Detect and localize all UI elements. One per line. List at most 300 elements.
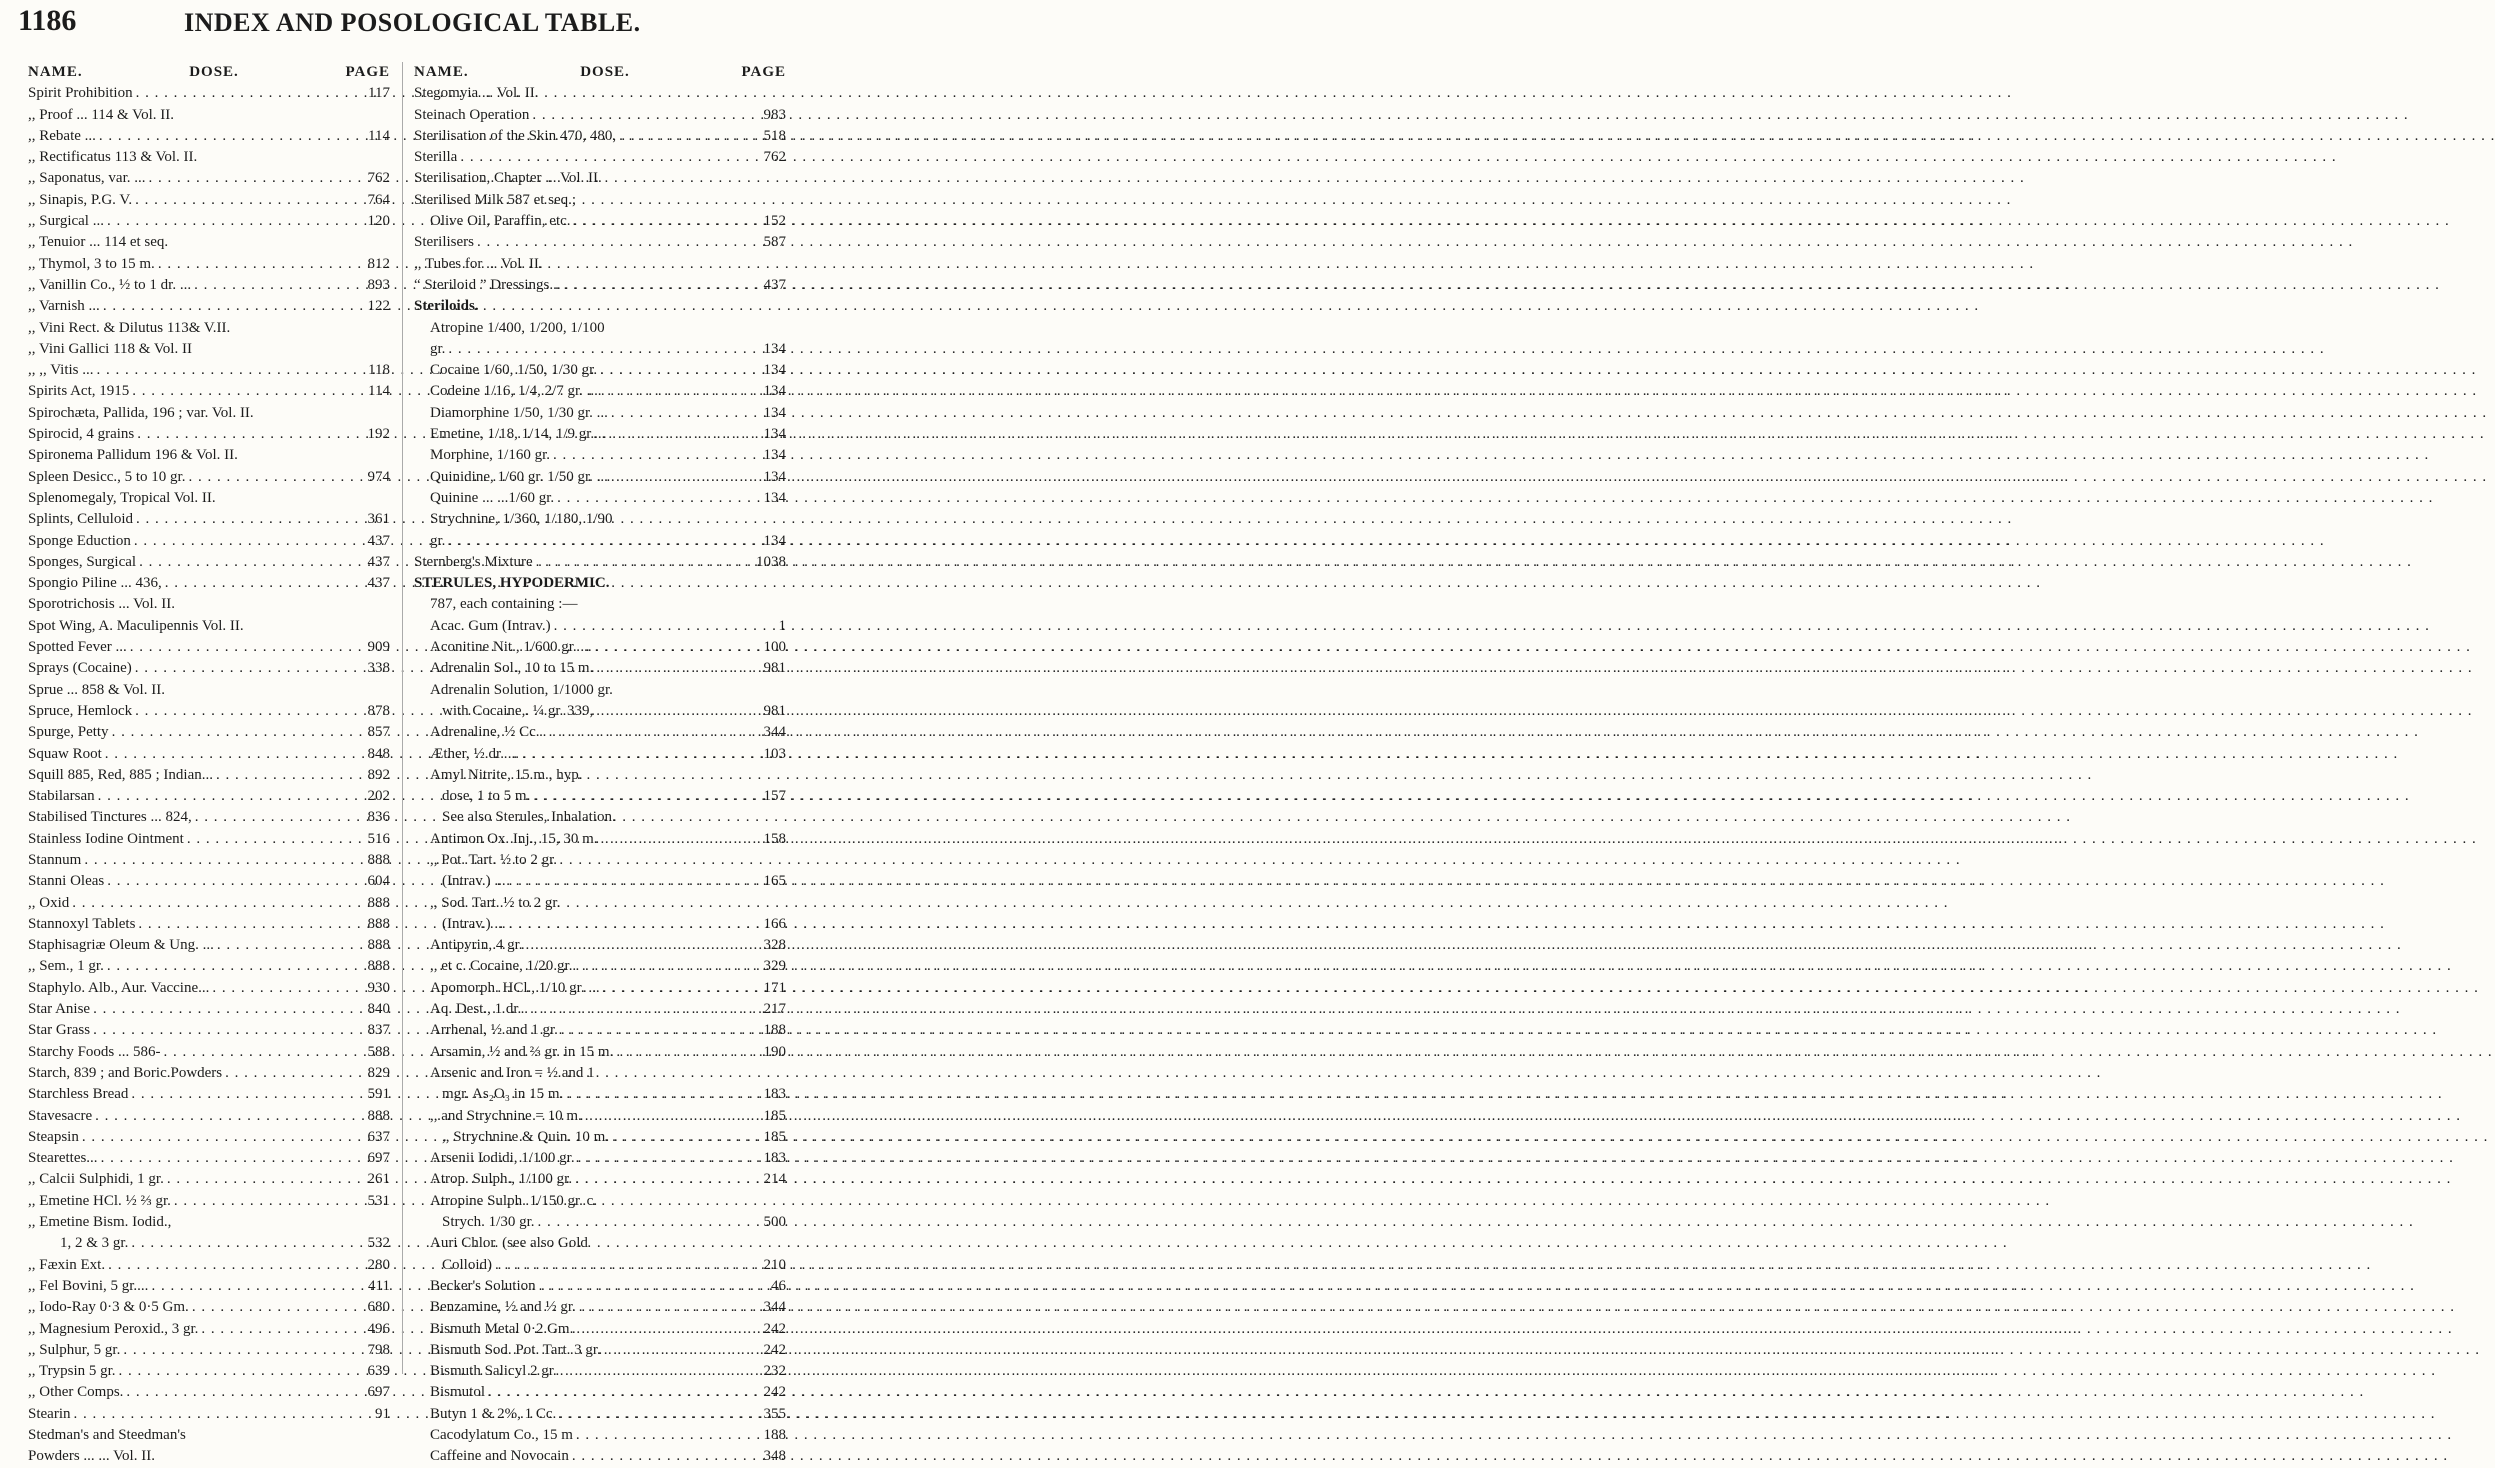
- dot-leader: [616, 1042, 760, 1063]
- index-entry: [28, 254, 390, 275]
- entry-page: 114: [368, 383, 390, 400]
- dot-leader: [579, 1297, 761, 1318]
- entry-page: 46: [771, 1277, 786, 1294]
- entry-text: Auri Chlor. (see also Gold: [430, 1235, 588, 1252]
- entry-page: 878: [367, 702, 390, 719]
- index-entry: [414, 871, 786, 892]
- dot-leader: [194, 275, 364, 296]
- entry-text: Adrenalin Sol., 10 to 15 m.: [430, 660, 594, 677]
- index-entry: [414, 381, 786, 402]
- index-entry: [414, 1020, 786, 1041]
- dot-leader: [165, 573, 365, 594]
- dot-leader: [195, 807, 365, 828]
- entry-text: Acac. Gum (Intrav.): [430, 617, 551, 634]
- index-entry: [28, 1233, 390, 1254]
- entry-text: Olive Oil, Paraffin, etc.: [430, 213, 571, 230]
- index-entry: [28, 573, 390, 594]
- entry-page: 242: [763, 1384, 786, 1401]
- index-entry: [414, 1191, 786, 1212]
- dot-leader: [187, 829, 365, 850]
- entry-text: Spruce, Hemlock: [28, 702, 133, 719]
- dot-leader: [509, 914, 761, 935]
- dot-leader: [167, 1169, 365, 1190]
- dot-leader: [601, 829, 761, 850]
- entry-text: Amyl Nitrite, 15 m., hyp.: [430, 766, 583, 783]
- entry-text: ,, Saponatus, var. ...: [28, 170, 146, 187]
- index-entry: [28, 935, 390, 956]
- entry-text: Stabilarsan: [28, 788, 95, 805]
- entry-page: 134: [763, 340, 786, 357]
- entry-page: 188: [763, 1022, 786, 1039]
- dot-leader: [132, 381, 365, 402]
- index-entry: [28, 1446, 390, 1467]
- entry-page: 214: [763, 1171, 786, 1188]
- dot-leader: [536, 552, 753, 573]
- dot-leader: [95, 1106, 364, 1127]
- index-entry: [414, 999, 786, 1020]
- index-entry: [414, 509, 786, 530]
- page-number: 1186: [18, 4, 77, 37]
- index-page: [0, 0, 800, 1465]
- index-entry: [414, 1425, 786, 1446]
- entry-text: ,, Magnesium Peroxid., 3 gr.: [28, 1320, 199, 1337]
- dot-leader: [604, 1340, 761, 1361]
- entry-text: Sporotrichosis ... Vol. II.: [28, 596, 175, 613]
- entry-text: Star Grass: [28, 1022, 91, 1039]
- index-entry: [414, 1063, 786, 1084]
- index-entry: [28, 552, 390, 573]
- index-entry: [28, 1340, 390, 1361]
- index-entry: [414, 1106, 786, 1127]
- entry-text: ,, ,, Vitis ...: [28, 362, 94, 379]
- entry-page: 328: [763, 937, 786, 954]
- entry-text: Bismutol: [430, 1384, 486, 1401]
- entry-page: 1: [778, 617, 786, 634]
- dot-leader: [600, 360, 760, 381]
- entry-text: Stainless Iodine Ointment: [28, 830, 184, 847]
- index-entry: [414, 531, 786, 552]
- index-entry: [414, 1361, 786, 1382]
- entry-text: Diamorphine 1/50, 1/30 gr. ...: [430, 404, 608, 421]
- index-entry: [28, 531, 390, 552]
- entry-text: ,, Iodo-Ray 0·3 & 0·5 Gm.: [28, 1299, 189, 1316]
- entry-page: 888: [367, 958, 390, 975]
- entry-page: 411: [368, 1277, 390, 1294]
- index-entry: [28, 616, 390, 637]
- dot-leader: [201, 1319, 364, 1340]
- dot-leader: [560, 1361, 761, 1382]
- dot-leader: [448, 339, 760, 360]
- entry-text: Sprue ... 858 & Vol. II.: [28, 681, 165, 698]
- index-entry: [28, 1042, 390, 1063]
- dot-leader: [164, 1042, 365, 1063]
- entry-page: 188: [763, 1427, 786, 1443]
- index-entry: [414, 1340, 786, 1361]
- index-entry: [28, 381, 390, 402]
- entry-text: Spirocid, 4 grains: [28, 426, 135, 443]
- index-entry: [414, 83, 786, 104]
- entry-text: ,, Fæxin Ext.: [28, 1256, 106, 1273]
- entry-text: Spot Wing, A. Maculipennis Vol. II.: [28, 617, 244, 634]
- entry-page: 697: [367, 1150, 390, 1167]
- dot-leader: [448, 531, 760, 552]
- index-entry: [28, 722, 390, 743]
- index-entry: [414, 850, 786, 871]
- entry-text: ,, Thymol, 3 to 15 m.: [28, 255, 155, 272]
- entry-page: 190: [763, 1043, 786, 1060]
- dot-leader: [98, 786, 365, 807]
- entry-page: 344: [763, 1299, 786, 1316]
- entry-text: Splints, Celluloid: [28, 511, 134, 528]
- entry-text: Butyn 1 & 2%, 1 Cc.: [430, 1405, 557, 1422]
- entry-text: Bismuth Salicyl 2 gr.: [430, 1363, 557, 1380]
- entry-text: with Cocaine,. ¼ gr. 339,: [442, 702, 594, 719]
- entry-text: Sponge Eduction: [28, 532, 131, 549]
- entry-page: 165: [763, 873, 786, 890]
- entry-text: Squill 885, Red, 885 ; Indian...: [28, 766, 213, 783]
- entry-page: 118: [368, 362, 390, 379]
- index-entry: [28, 488, 390, 509]
- entry-page: 587: [763, 234, 786, 251]
- entry-text: Starchy Foods ... 586-: [28, 1043, 161, 1060]
- dot-leader: [543, 722, 761, 743]
- dot-leader: [585, 1106, 761, 1127]
- index-entry: [414, 1276, 786, 1297]
- page-title: INDEX AND POSOLOGICAL TABLE.: [184, 8, 641, 37]
- index-entry: [414, 190, 786, 211]
- index-entry: [28, 1382, 390, 1403]
- index-entry: [28, 637, 390, 658]
- index-entry: [28, 1319, 390, 1340]
- dot-leader: [526, 935, 761, 956]
- index-entry: [414, 168, 786, 189]
- entry-text: Sterilisers: [414, 234, 474, 251]
- dot-leader: [107, 871, 364, 892]
- index-entry: [414, 1169, 786, 1190]
- entry-page: 134: [763, 426, 786, 443]
- index-entry: [414, 978, 786, 999]
- entry-page: 134: [763, 404, 786, 421]
- entry-page: 134: [763, 383, 786, 400]
- dot-leader: [574, 211, 761, 232]
- dot-leader: [212, 978, 364, 999]
- index-entry: [414, 765, 786, 786]
- entry-page: 591: [367, 1086, 390, 1103]
- dot-leader: [93, 1020, 364, 1041]
- dot-leader: [603, 978, 761, 999]
- entry-page: 152: [763, 213, 786, 230]
- entry-page: 120: [367, 213, 390, 230]
- entry-text: ,, Vini Rect. & Dilutus 113& V.II.: [28, 319, 231, 336]
- entry-page: 680: [367, 1299, 390, 1316]
- entry-page: 202: [367, 788, 390, 805]
- entry-text: Benzamine, ½ and ½ gr.: [430, 1299, 576, 1316]
- index-entry: [414, 318, 786, 339]
- index-entry: [28, 211, 390, 232]
- entry-text: ,, Fel Bovini, 5 gr....: [28, 1277, 149, 1294]
- index-entry: [28, 1361, 390, 1382]
- index-entry: [28, 296, 390, 317]
- entry-page: 183: [763, 1086, 786, 1103]
- entry-text: ,, Proof ... 114 & Vol. II.: [28, 106, 174, 123]
- dot-leader: [509, 871, 761, 892]
- entry-text: Sprays (Cocaine): [28, 660, 132, 677]
- entry-text: Cacodylatum Co., 15 m: [430, 1427, 573, 1443]
- entry-page: 836: [367, 809, 390, 826]
- entry-text: Spirit Prohibition: [28, 85, 133, 102]
- index-entry: [414, 105, 786, 126]
- index-entry: [28, 1169, 390, 1190]
- dot-leader: [538, 1212, 761, 1233]
- index-entry: [414, 829, 786, 850]
- entry-page: 496: [367, 1320, 390, 1337]
- entry-text: Adrenaline, ½ Cc.: [430, 724, 540, 741]
- entry-text: Morphine, 1/160 gr.: [430, 447, 550, 464]
- entry-text: (Intrav.) ...: [442, 915, 506, 932]
- dot-leader: [107, 211, 365, 232]
- dot-leader: [136, 509, 364, 530]
- entry-text: mgr. As₂O₃ in 15 m.: [442, 1086, 564, 1103]
- entry-text: ,, and Strychnine = 10 m.: [430, 1107, 582, 1124]
- entry-text: Sterilisation of the Skin 470, 480,: [414, 127, 617, 144]
- dot-leader: [112, 722, 365, 743]
- entry-text: ,, Sinapis, P.G. V.: [28, 191, 133, 208]
- index-entry: [28, 424, 390, 445]
- index-entry: [414, 786, 786, 807]
- dot-leader: [554, 616, 776, 637]
- index-entry: [28, 1063, 390, 1084]
- entry-page: 893: [367, 276, 390, 293]
- page-heading: PAGE: [741, 64, 786, 80]
- dot-leader: [460, 147, 760, 168]
- index-entry: [414, 1127, 786, 1148]
- entry-page: 192: [367, 426, 390, 443]
- index-entry: [28, 1148, 390, 1169]
- index-entry: [414, 467, 786, 488]
- index-entry: [28, 190, 390, 211]
- entry-text: Powders ... ... Vol. II.: [28, 1448, 155, 1465]
- index-entry: [414, 296, 786, 317]
- entry-text: Strych. 1/30 gr.: [442, 1214, 535, 1231]
- index-entry: [28, 403, 390, 424]
- entry-text: Staphisagriæ Oleum & Ung. ...: [28, 937, 214, 954]
- dot-leader: [524, 999, 760, 1020]
- entry-page: 888: [367, 1107, 390, 1124]
- entry-text: Sternberg's Mixture: [414, 553, 533, 570]
- entry-page: 134: [763, 489, 786, 506]
- index-entry: [28, 360, 390, 381]
- entry-text: Stannum: [28, 851, 82, 868]
- entry-text: Steinach Operation: [414, 106, 530, 123]
- entry-text: Stanni Oleas: [28, 873, 105, 890]
- entry-text: ,, Vini Gallici 118 & Vol. II: [28, 340, 192, 357]
- entry-text: ,, Sulphur, 5 gr.: [28, 1341, 121, 1358]
- dot-leader: [107, 956, 365, 977]
- entry-page: 930: [367, 979, 390, 996]
- entry-text: Antimon Ox. Inj., 15, 30 m.: [430, 830, 598, 847]
- index-entry: [28, 232, 390, 253]
- dot-leader: [135, 701, 364, 722]
- index-entry: [28, 105, 390, 126]
- entry-page: 261: [367, 1171, 390, 1188]
- index-entry: [28, 1255, 390, 1276]
- page-heading: PAGE: [345, 64, 390, 80]
- index-entry: [28, 318, 390, 339]
- entry-page: 232: [763, 1363, 786, 1380]
- dot-leader: [533, 786, 760, 807]
- index-entry: [414, 147, 786, 168]
- dot-leader: [119, 1361, 365, 1382]
- entry-text: Arsenic and Iron = ½ and 1: [430, 1064, 595, 1081]
- entry-page: 812: [367, 255, 390, 272]
- entry-page: 100: [763, 639, 786, 656]
- index-entry: [414, 658, 786, 679]
- dot-leader: [105, 744, 365, 765]
- index-entry: [414, 722, 786, 743]
- index-entry: [414, 445, 786, 466]
- entry-text: Caffeine and Novocain: [430, 1448, 569, 1465]
- entry-text: ,, Sod. Tart. ½ to 2 gr.: [430, 894, 561, 911]
- entry-text: 1, 2 & 3 gr.: [60, 1235, 129, 1252]
- entry-text: Bismuth Metal 0·2 Gm.: [430, 1320, 574, 1337]
- index-entry: [28, 275, 390, 296]
- entry-text: Æther, ½ dr. ...: [430, 745, 519, 762]
- entry-text: Strychnine, 1/360, 1/180, 1/90: [430, 511, 613, 528]
- index-entry: [414, 1319, 786, 1340]
- entry-page: 134: [763, 532, 786, 549]
- index-entry: [28, 1020, 390, 1041]
- index-entry: [28, 594, 390, 615]
- entry-text: ,, Strychnine & Quin. 10 m.: [442, 1128, 610, 1145]
- entry-text: Spironema Pallidum 196 & Vol. II.: [28, 447, 238, 464]
- dot-leader: [135, 658, 365, 679]
- dot-leader: [97, 360, 366, 381]
- index-entry: [414, 680, 786, 701]
- entry-page: 762: [367, 170, 390, 187]
- entry-page: 531: [367, 1192, 390, 1209]
- index-entry: [414, 807, 786, 828]
- entry-text: ,, Other Comps.: [28, 1384, 124, 1401]
- index-entry: [414, 1446, 786, 1467]
- dot-leader: [137, 424, 364, 445]
- entry-page: 134: [763, 447, 786, 464]
- dot-leader: [611, 467, 761, 488]
- index-entry: [28, 786, 390, 807]
- index-entry: [28, 1212, 390, 1233]
- dot-leader: [149, 168, 365, 189]
- entry-page: 888: [367, 894, 390, 911]
- index-entry: [28, 509, 390, 530]
- index-entry: [414, 360, 786, 381]
- index-entry: [28, 914, 390, 935]
- left-column-header: [28, 62, 390, 83]
- entry-text: Arsamin, ½ and ⅔ gr. in 15 m.: [430, 1043, 614, 1060]
- entry-text: ,, Tubes for ... Vol. II.: [414, 255, 543, 272]
- index-entry: [414, 935, 786, 956]
- right-column-header: [414, 62, 786, 83]
- index-entry: [28, 893, 390, 914]
- entry-text: ,, Vanillin Co., ½ to 1 dr. ...: [28, 276, 192, 293]
- entry-text: Atrop. Sulph., 1/100 gr.: [430, 1171, 573, 1188]
- entry-text: gr.: [430, 340, 446, 357]
- dot-leader: [557, 488, 760, 509]
- dot-leader: [575, 956, 760, 977]
- dot-leader: [74, 1404, 373, 1425]
- left-column: [28, 62, 390, 1468]
- entry-page: 329: [763, 958, 786, 975]
- index-entry: [414, 552, 786, 573]
- dot-leader: [136, 83, 365, 104]
- entry-page: 166: [763, 915, 786, 932]
- index-entry: [28, 1127, 390, 1148]
- index-entry: [28, 1276, 390, 1297]
- entry-text: Splenomegaly, Tropical Vol. II.: [28, 489, 216, 506]
- entry-text: Spirits Act, 1915: [28, 383, 130, 400]
- entry-page: 888: [367, 915, 390, 932]
- entry-text: Sterilla: [414, 149, 458, 166]
- entry-text: Spirochæta, Pallida, 196 ; var. Vol. II.: [28, 404, 254, 421]
- entry-page: 210: [763, 1256, 786, 1273]
- entry-text: Spongio Piline ... 436,: [28, 575, 162, 592]
- entry-text: Sterilised Milk 587 et seq.;: [414, 191, 577, 208]
- entry-text: Stannoxyl Tablets: [28, 915, 136, 932]
- index-entry: [414, 914, 786, 935]
- index-entry: [28, 999, 390, 1020]
- entry-text: Quinidine, 1/60 gr. 1/50 gr. ...: [430, 468, 608, 485]
- dot-leader: [596, 658, 760, 679]
- index-entry: [28, 765, 390, 786]
- index-entry: [414, 1148, 786, 1169]
- entry-page: 857: [367, 724, 390, 741]
- dot-leader: [572, 1446, 761, 1467]
- dot-leader: [158, 254, 365, 275]
- left-entry-list: [28, 83, 390, 1467]
- entry-text: STERULES, HYPODERMIC.: [414, 575, 610, 592]
- index-entry: [28, 1191, 390, 1212]
- entry-text: Staphylo. Alb., Aur. Vaccine...: [28, 979, 210, 996]
- entry-text: 787, each containing :—: [430, 596, 578, 613]
- entry-page: 280: [367, 1256, 390, 1273]
- index-entry: [414, 254, 786, 275]
- index-entry: [28, 1297, 390, 1318]
- dot-leader: [217, 935, 365, 956]
- dot-leader: [553, 445, 761, 466]
- entry-text: Emetine, 1/18, 1/14, 1/9 gr....: [430, 426, 606, 443]
- entry-text: Bismuth Sod. Pot. Tart. 3 gr.: [430, 1341, 601, 1358]
- index-entry: [28, 807, 390, 828]
- index-entry: [414, 211, 786, 232]
- index-entry: [414, 744, 786, 765]
- entry-page: 892: [367, 766, 390, 783]
- page-header: [0, 4, 800, 48]
- entry-text: Spotted Fever ...: [28, 639, 127, 656]
- right-entry-list: [414, 83, 786, 1467]
- dot-leader: [130, 637, 365, 658]
- entry-text: ,, Emetine HCl. ½ ⅔ gr.: [28, 1192, 171, 1209]
- entry-page: 588: [367, 1043, 390, 1060]
- entry-page: 242: [763, 1341, 786, 1358]
- entry-page: 117: [368, 85, 390, 102]
- dot-leader: [559, 1404, 760, 1425]
- dot-leader: [576, 1425, 761, 1446]
- index-entry: [414, 488, 786, 509]
- index-entry: [414, 637, 786, 658]
- index-entry: [28, 83, 390, 104]
- entry-text: Steapsin: [28, 1128, 79, 1145]
- index-entry: [414, 1212, 786, 1233]
- entry-page: 338: [367, 660, 390, 677]
- dot-leader: [601, 381, 761, 402]
